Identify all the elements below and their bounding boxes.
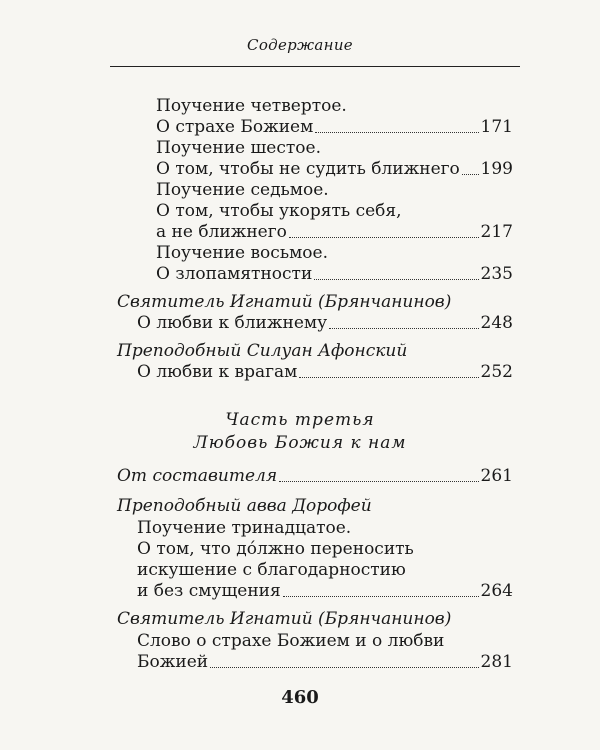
toc-entry[interactable] — [156, 117, 513, 137]
leader-dots — [315, 132, 478, 133]
toc-entry-title: Поучение тринадцатое. — [137, 518, 352, 538]
toc-entry-text: Божией — [137, 652, 209, 672]
toc-entry[interactable] — [156, 222, 513, 242]
author-heading: Преподобный авва Дорофей — [117, 496, 372, 516]
toc-entry-text: О том, что до́лжно переносить — [137, 539, 414, 559]
part-title: Часть третья — [225, 410, 375, 430]
page-number: 460 — [281, 687, 319, 708]
part-subtitle: Любовь Божия к нам — [193, 433, 407, 453]
page-ref: 248 — [480, 313, 513, 333]
toc-entry-text: О том, чтобы укорять себя, — [156, 201, 402, 221]
leader-dots — [289, 237, 479, 238]
toc-entry-title: Поучение четвертое. — [156, 96, 347, 116]
header-rule — [110, 66, 520, 67]
toc-entry-text: а не ближнего — [156, 222, 287, 242]
leader-dots — [314, 279, 478, 280]
page-ref: 252 — [480, 362, 513, 382]
author-heading: Святитель Игнатий (Брянчанинов) — [117, 609, 452, 629]
toc-entry-text: и без смущения — [137, 581, 281, 601]
toc-entry-title: Поучение седьмое. — [156, 180, 329, 200]
author-heading: Преподобный Силуан Афонский — [117, 341, 408, 361]
leader-dots — [329, 328, 478, 329]
toc-entry-text: О злопамятности — [156, 264, 313, 284]
toc-entry[interactable] — [137, 362, 513, 382]
page-ref: 171 — [480, 117, 513, 137]
leader-dots — [210, 667, 478, 668]
author-heading: Святитель Игнатий (Брянчанинов) — [117, 292, 452, 312]
toc-entry[interactable] — [156, 264, 513, 284]
page-ref: 199 — [480, 159, 513, 179]
toc-entry[interactable] — [156, 159, 513, 179]
toc-entry-title: Поучение восьмое. — [156, 243, 328, 263]
page-ref: 281 — [480, 652, 513, 672]
toc-entry[interactable] — [117, 466, 513, 486]
toc-entry[interactable] — [137, 313, 513, 333]
leader-dots — [279, 481, 478, 482]
page-ref: 264 — [480, 581, 513, 601]
toc-entry-title: Поучение шестое. — [156, 138, 321, 158]
toc-entry[interactable] — [137, 652, 513, 672]
page-ref: 235 — [480, 264, 513, 284]
toc-entry-text: О страхе Божием — [156, 117, 314, 137]
toc-entry[interactable] — [137, 581, 513, 601]
leader-dots — [299, 377, 478, 378]
running-head: Содержание — [247, 36, 353, 54]
toc-entry-text: О любви к врагам — [137, 362, 298, 382]
page-ref: 217 — [480, 222, 513, 242]
toc-entry-text: О том, чтобы не судить ближнего — [156, 159, 460, 179]
page-ref: 261 — [480, 466, 513, 486]
leader-dots — [283, 596, 479, 597]
toc-entry-text: О любви к ближнему — [137, 313, 328, 333]
leader-dots — [462, 174, 479, 175]
toc-entry-title: Слово о страхе Божием и о любви — [137, 631, 445, 651]
toc-entry-text: искушение с благодарностию — [137, 560, 406, 580]
toc-entry-text: От составителя — [117, 466, 278, 486]
